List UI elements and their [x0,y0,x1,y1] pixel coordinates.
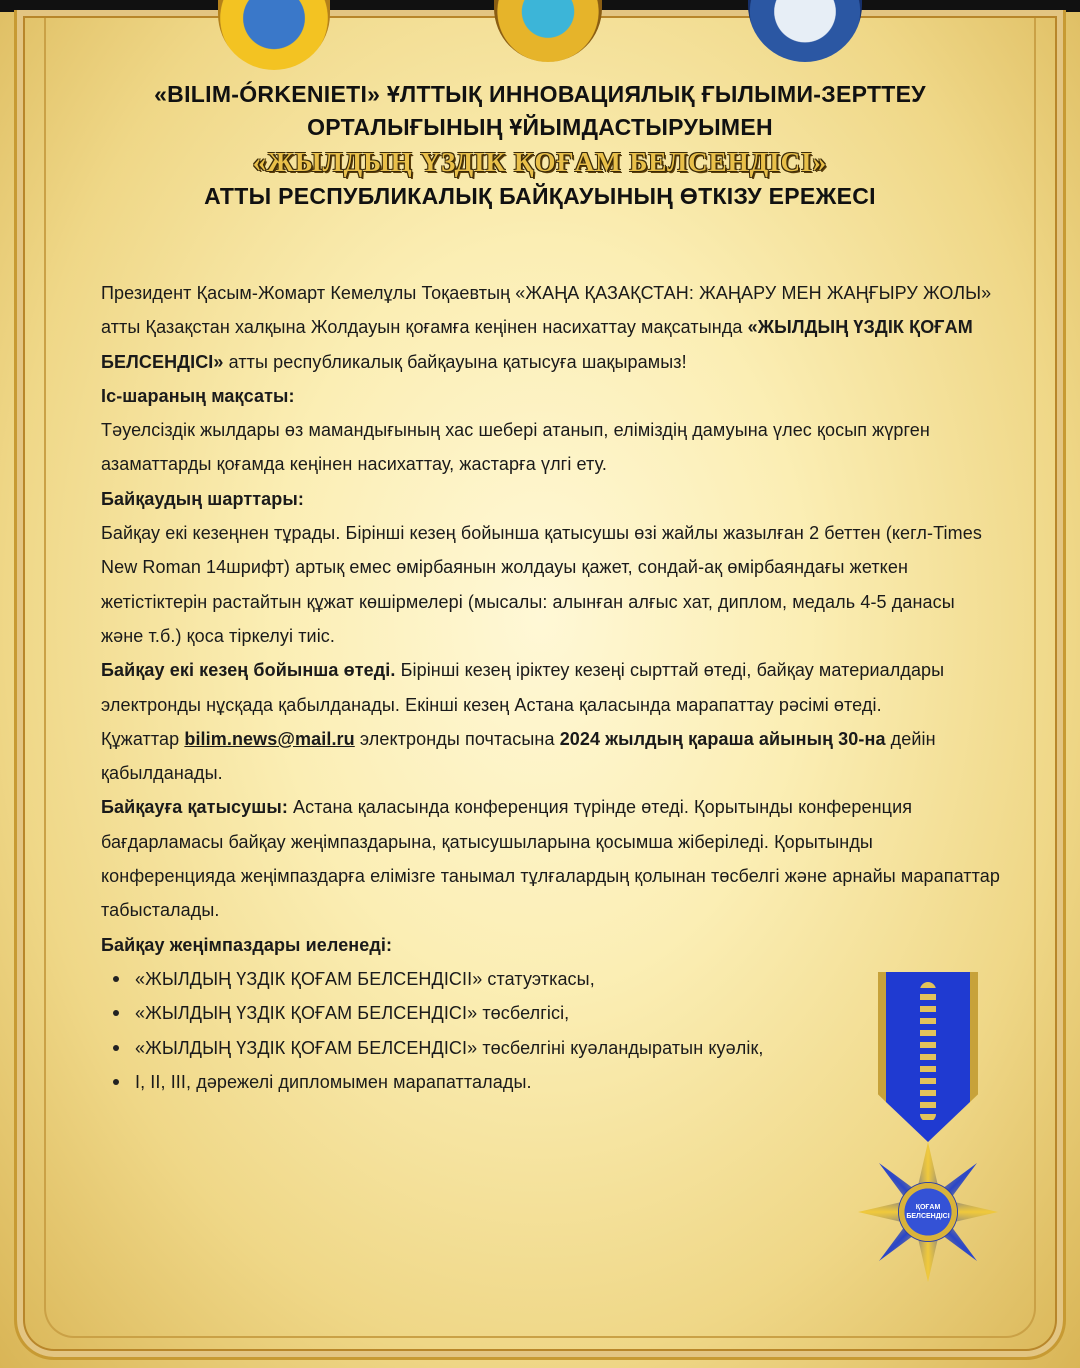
participants-heading: Байқауға қатысушы: [101,797,288,818]
medal-text-2: БЕЛСЕНДІСІ [906,1213,950,1220]
participants-text: Астана қаласында конференция түрінде өтеді. Қорытынды конференция бағдарламасы байқау жеңімпаздарына, қатысушыларына қосымша жіберіледі. Қорытынды конференцияда жеңімпаздарға елімізге танымал тұлғалардың қолынан төсбелгі және арнайы марапаттар табысталады. [101,797,1000,921]
list-item: «ЖЫЛДЫҢ ҮЗДІК ҚОҒАМ БЕЛСЕНДІСІ» төсбелгіні куәландыратын куәлік, [135,1031,1001,1065]
medal-center [898,1182,958,1242]
documents-paragraph [101,722,1001,791]
conditions-text: Байқау екі кезеңнен тұрады. Бірінші кезең бойынша қатысушы өзі жайлы жазылған 2 беттен (кегл-Times New Roman 14шрифт) артық емес өмірбаянын жолдауы қажет, сондай-ақ өмірбаяндағы жеткен жетістіктерін растайтын құжат көшірмелері (мысалы: алынған алғыс хат, диплом, медаль 4-5 данасы және т.б.) қоса тіркелуі тиіс. [101,523,982,646]
email-link[interactable]: bilim.news@mail.ru [184,728,355,749]
stages-paragraph [101,653,1001,722]
documents-middle: электронды почтасына [354,728,560,749]
intro-text-1: Президент Қасым-Жомарт Кемелұлы Тоқаевтың «ЖАҢА ҚАЗАҚСТАН: ЖАҢАРУ МЕН ЖАҢҒЫРУ ЖОЛЫ» атты Қазақстан халқына Жолдауын қоғамға кеңінен насихаттау мақсатында [101,283,992,338]
documents-suffix: дейін қабылданады. [101,728,936,784]
intro-contest-name: «ЖЫЛДЫҢ ҮЗДІК ҚОҒАМ БЕЛСЕНДІСІ» [101,317,973,372]
list-item: І, ІІ, ІІІ, дәрежелі дипломымен марапатталады. [135,1065,1001,1099]
medal-text-1: ҚОҒАМ [915,1204,941,1211]
medal-image [858,972,998,1272]
ribbon-ornament [920,982,936,1122]
header [80,78,1000,213]
goal-text: Тәуелсіздік жылдары өз мамандығының хас шебері атанып, еліміздің дамуына үлес қосып жүрген азаматтарды қоғамда кеңінен насихаттау, жастарға үлгі ету. [101,420,930,475]
intro-text-2: атты республикалық байқауына қатысуға шақырамыз! [223,351,687,372]
header-line-3: АТТЫ РЕСПУБЛИКАЛЫҚ БАЙҚАУЫНЫҢ ӨТКІЗУ ЕРЕЖЕСІ [204,183,876,209]
stages-text: Бірінші кезең іріктеу кезеңі сырттай өтеді, байқау материалдары электронды нұсқада қабылданады. Екінші кезең Астана қаласында марапаттау рәсімі өтеді. [101,660,945,715]
header-line-2: ОРТАЛЫҒЫНЫҢ ҰЙЫМДАСТЫРУЫМЕН [307,114,773,140]
goal-heading: Іс-шараның мақсаты: [101,385,295,406]
intro-paragraph [101,276,1001,379]
contest-title: «ЖЫЛДЫҢ ҮЗДІК ҚОҒАМ БЕЛСЕНДІСІ» [252,147,828,177]
list-item: «ЖЫЛДЫҢ ҮЗДІК ҚОҒАМ БЕЛСЕНДІСІ» төсбелгісі, [135,996,1001,1030]
awards-heading: Байқау жеңімпаздары иеленеді: [101,934,393,955]
deadline-date: 2024 жылдың қараша айының 30-на [559,728,886,749]
documents-prefix: Құжаттар [101,728,185,749]
header-line-1: «BILIM-ÓRKENIETI» ҰЛТТЫҚ ИННОВАЦИЯЛЫҚ ҒЫЛЫМИ-ЗЕРТТЕУ [154,81,926,107]
participants-paragraph [101,790,1001,927]
stages-heading: Байқау екі кезең бойынша өтеді. [101,660,396,681]
conditions-heading: Байқаудың шарттары: [101,488,304,509]
list-item: «ЖЫЛДЫҢ ҮЗДІК ҚОҒАМ БЕЛСЕНДІСІІ» статуэткасы, [135,962,1001,996]
